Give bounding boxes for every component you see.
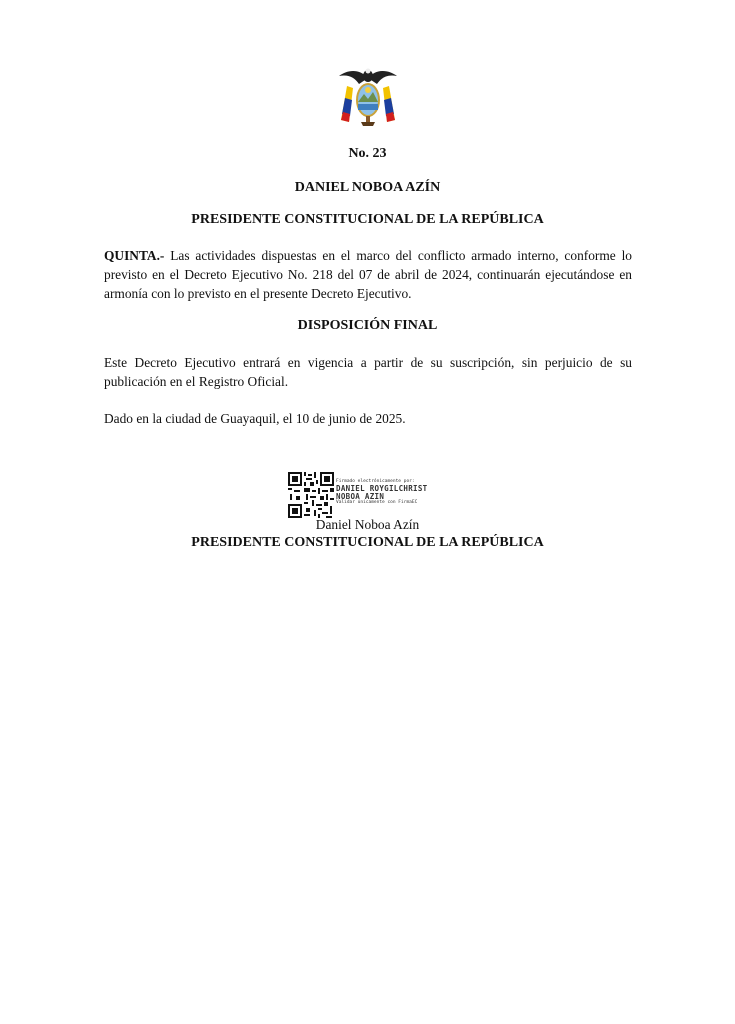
decree-number: No. 23 — [348, 146, 387, 161]
section-title: DISPOSICIÓN FINAL — [297, 318, 438, 333]
president-name: DANIEL NOBOA AZÍN — [294, 180, 441, 195]
issued-place-date: Dado en la ciudad de Guayaquil, el 10 de junio de 2025. — [104, 411, 406, 426]
qr-code-icon — [288, 472, 334, 518]
stamp-signer-name-line1: DANIEL ROYGILCHRIST — [336, 484, 428, 493]
article-quinta — [104, 246, 632, 303]
coat-of-arms-icon — [337, 64, 399, 128]
president-title: PRESIDENTE CONSTITUCIONAL DE LA REPÚBLICA — [191, 212, 544, 227]
signer-name: Daniel Noboa Azín — [315, 517, 420, 532]
article-label: QUINTA.- — [104, 248, 165, 263]
signer-title: PRESIDENTE CONSTITUCIONAL DE LA REPÚBLICA — [191, 535, 544, 550]
stamp-validation-note: Validar únicamente con FirmaEC — [336, 500, 418, 505]
article-text: Las actividades dispuestas en el marco del conflicto armado interno, conforme lo previsto en el Decreto Ejecutivo No. 218 del 07 de abril de 2024, continuarán ejecutándose en armonía con lo previsto en el presente Decreto Ejecutivo. — [104, 248, 632, 301]
electronic-signature-stamp — [336, 479, 456, 506]
stamp-signer-name-line2: NOBOA AZIN — [336, 491, 385, 501]
final-disposition-text: Este Decreto Ejecutivo entrará en vigencia a partir de su suscripción, sin perjuicio de su publicación en el Registro Oficial. — [104, 355, 632, 389]
stamp-caption: Firmado electrónicamente por: — [336, 479, 415, 484]
